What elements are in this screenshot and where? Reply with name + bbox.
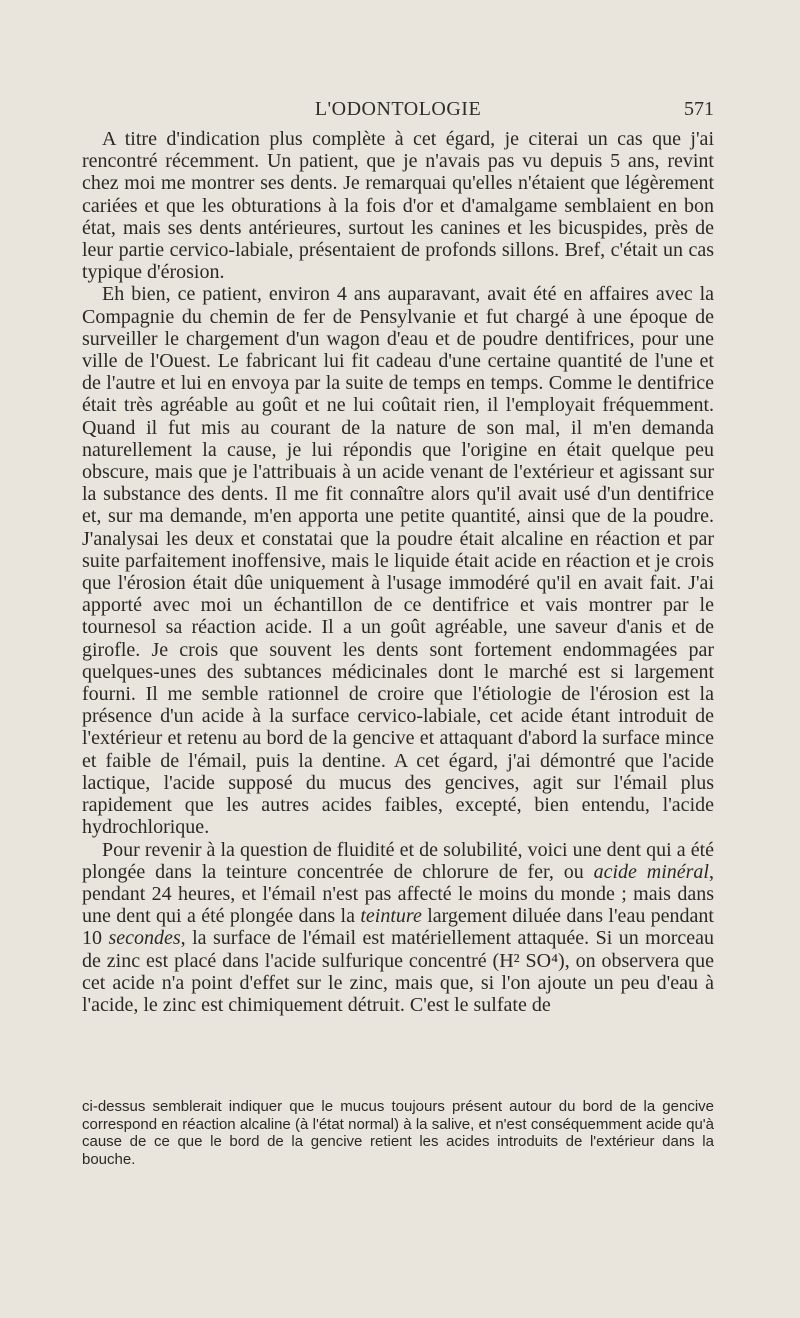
italic-term-acide-mineral: acide minéral (593, 860, 709, 883)
paragraph-text: , la surface de l'émail est matériellement attaquée. Si un morceau de zinc est placé dans l'acide sulfurique concentré (H² SO⁴), on observera que cet acide n'a point d'effet sur le zinc, mais que, si l'on ajoute un peu d'eau à l'acide, le zinc est chimiquement détruit. C'est le sulfate de (82, 927, 715, 1016)
paragraph-2 (82, 283, 714, 838)
footnote-text: ci-dessus semblerait indiquer que le mucus toujours présent autour du bord de la gencive correspond en réaction alcaline (à l'état normal) à la salive, et n'est conséquemment acide qu'à cause de ce que le bord de la gencive retient les acides introduits de l'extérieur dans la bouche. (82, 1098, 714, 1168)
paragraph-text: , pendant 24 heures, et l'émail n'est pas affecté le moins du monde ; mais dans une dent qui a été plongée dans la (82, 860, 714, 928)
italic-term-teinture: teinture (360, 905, 422, 928)
page-header (82, 98, 714, 124)
paragraph-text: largement diluée dans l'eau pendant 10 (82, 905, 714, 950)
paragraph-text: Eh bien, ce patient, environ 4 ans auparavant, avait été en affaires avec la Compagnie du chemin de fer de Pensylvanie et fut chargé à une époque de surveiller le chargement d'un wagon d'eau et de poudre dentifrices, pour une ville de l'Ouest. Le fabricant lui fit cadeau d'une certaine quantité de l'une et de l'autre et lui en envoya par la suite de temps en temps. Comme le dentifrice était très agréable au goût et ne lui coûtait rien, il l'employait fréquemment. Quand il fut mis au courant de la nature de son mal, il m'en demanda naturellement la cause, je lui répondis que l'origine en était quelque peu obscure, mais que je l'attribuais à un acide venant de l'extérieur et agissant sur la substance des dents. Il me fit connaître alors qu'il avait usé d'un dentifrice et, sur ma demande, m'en apporta une petite quantité, ainsi que de la poudre. J'analysai les deux et constatai que la poudre était alcaline en réaction et par suite parfaitement inoffensive, mais le liquide était acide en réaction et je crois que l'érosion était dûe uniquement à l'usage immodéré qu'il en avait fait. J'ai apporté avec moi un échantillon de ce dentifrice et vais montrer par le tournesol sa réaction acide. Il a un goût agréable, une saveur d'anis et de girofle. Je crois que souvent les dents sont fortement endommagées par quelques-unes des subtances médicinales dont le marché est si largement fourni. Il me semble rationnel de croire que l'étiologie de l'érosion est la présence d'un acide à la surface cervico-labiale, cet acide étant introduit de l'extérieur et retenu au bord de la gencive et attaquant d'abord la surface mince et faible de l'émail, puis la dentine. A cet égard, j'ai démontré que l'acide lactique, l'acide supposé du mucus des gencives, agit sur l'émail plus rapidement que les autres acides faibles, excepté, bien entendu, l'acide hydrochlorique. (82, 283, 714, 839)
page-number: 571 (684, 98, 714, 120)
running-title: L'ODONTOLOGIE (314, 98, 482, 120)
paragraph-1 (82, 128, 714, 283)
footnote (82, 1098, 714, 1168)
paragraph-text: Pour revenir à la question de fluidité et de solubilité, voici une dent qui a été plongée dans la teinture concentrée de chlorure de fer, ou (82, 838, 714, 883)
italic-term-secondes: secondes (108, 927, 181, 950)
paragraph-3 (82, 839, 714, 1017)
paragraph-text: A titre d'indication plus complète à cet égard, je citerai un cas que j'ai rencontré récemment. Un patient, que je n'avais pas vu depuis 5 ans, revint chez moi me montrer ses dents. Je remarquai qu'elles n'étaient que légèrement cariées et que les obturations à la fois d'or et d'amalgame semblaient en bon état, mais ses dents antérieures, surtout les canines et les bicuspides, près de leur partie cervico-labiale, présentaient de profonds sillons. Bref, c'était un cas typique d'érosion. (82, 128, 714, 284)
body-text (82, 128, 714, 1016)
